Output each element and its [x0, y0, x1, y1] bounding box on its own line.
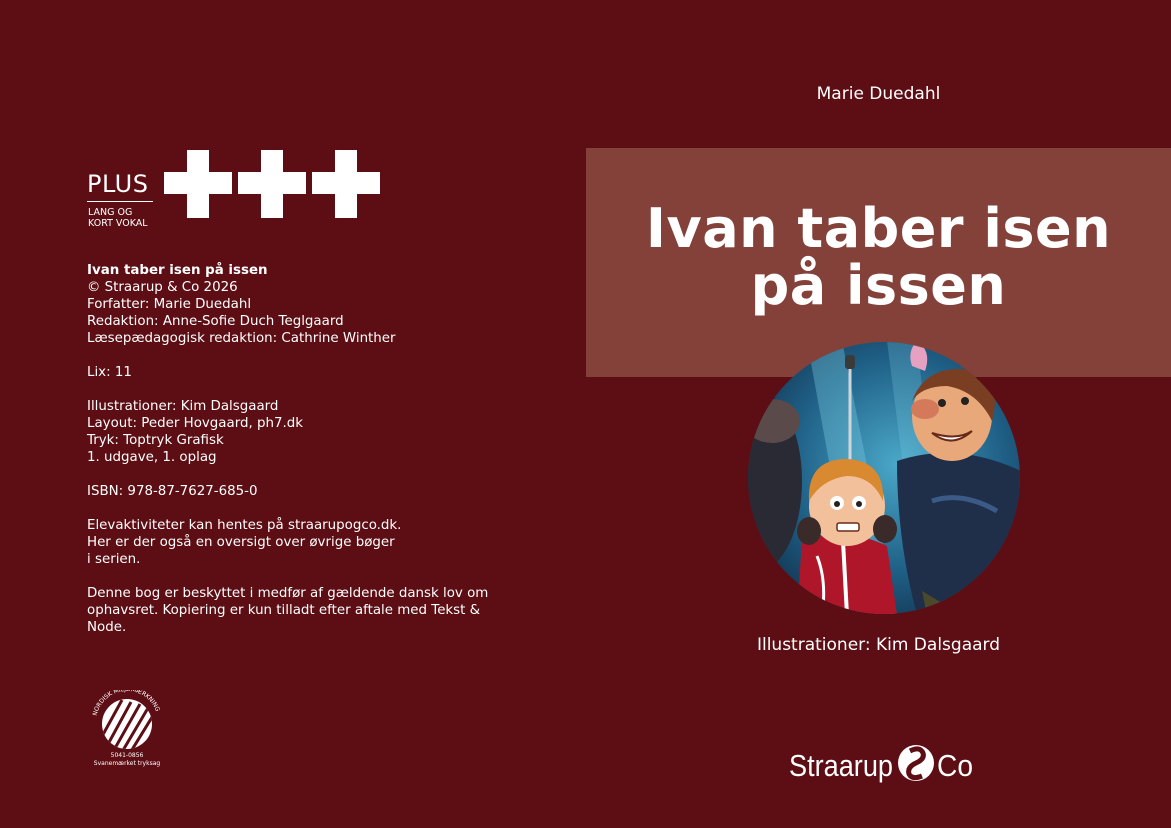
front-cover — [586, 0, 1171, 828]
plus-series-logo — [87, 150, 387, 230]
plus-logo-word: PLUS — [87, 170, 149, 198]
publisher-name-left: Straarup — [789, 748, 893, 783]
swan-eco-label — [82, 690, 172, 770]
colophon — [87, 262, 507, 653]
colophon-editor: Redaktion: Anne-Sofie Duch Teglgaard — [87, 314, 344, 329]
colophon-lix: Lix: 11 — [87, 365, 132, 380]
plus-crosses-icon — [164, 150, 380, 218]
cover-title-line1: Ivan taber isen — [645, 197, 1112, 260]
cover-title — [586, 197, 1171, 317]
colophon-copyright: © Straarup & Co 2026 — [87, 280, 238, 295]
plus-logo-subtitle: LANG OG KORT VOKAL — [88, 207, 148, 229]
colophon-pedagogic-editor: Læsepædagogisk redaktion: Cathrine Winther — [87, 331, 396, 346]
publisher-logo — [789, 738, 979, 788]
colophon-illustrations: Illustrationer: Kim Dalsgaard — [87, 399, 279, 414]
colophon-print: Tryk: Toptryk Grafisk — [87, 433, 224, 448]
colophon-production — [87, 398, 507, 466]
colophon-activities: Elevaktiviteter kan hentes på straarupogco.dk. Her er der også en oversigt over øvrige bøger i serien. — [87, 518, 402, 567]
colophon-isbn: ISBN: 978-87-7627-685-0 — [87, 484, 258, 499]
colophon-layout: Layout: Peder Hovgaard, ph7.dk — [87, 416, 304, 431]
eco-label-number: 5041-0856 — [110, 752, 144, 759]
cover-illustrator: Illustrationer: Kim Dalsgaard — [756, 635, 1001, 655]
plus-logo-rule — [87, 201, 153, 202]
eco-label-caption: Svanemærket tryksag — [93, 760, 161, 767]
colophon-author: Forfatter: Marie Duedahl — [87, 297, 252, 312]
svg-text:NORDISK MILJØMÆRKNING: NORDISK MI MÆRKNING — [91, 690, 161, 717]
cover-illustration — [747, 341, 1021, 615]
swan-label-icon — [82, 690, 172, 752]
cover-title-line2: på issen — [750, 254, 1007, 317]
cover-author: Marie Duedahl — [816, 84, 941, 104]
publisher-name-right: Co — [937, 748, 973, 783]
colophon-edition: 1. udgave, 1. oplag — [87, 450, 217, 465]
colophon-title: Ivan taber isen på issen — [87, 263, 268, 278]
colophon-credits — [87, 262, 507, 347]
colophon-legal: Denne bog er beskyttet i medfør af gældende dansk lov om ophavsret. Kopiering er kun tilladt efter aftale med Tekst & Node. — [87, 586, 489, 635]
